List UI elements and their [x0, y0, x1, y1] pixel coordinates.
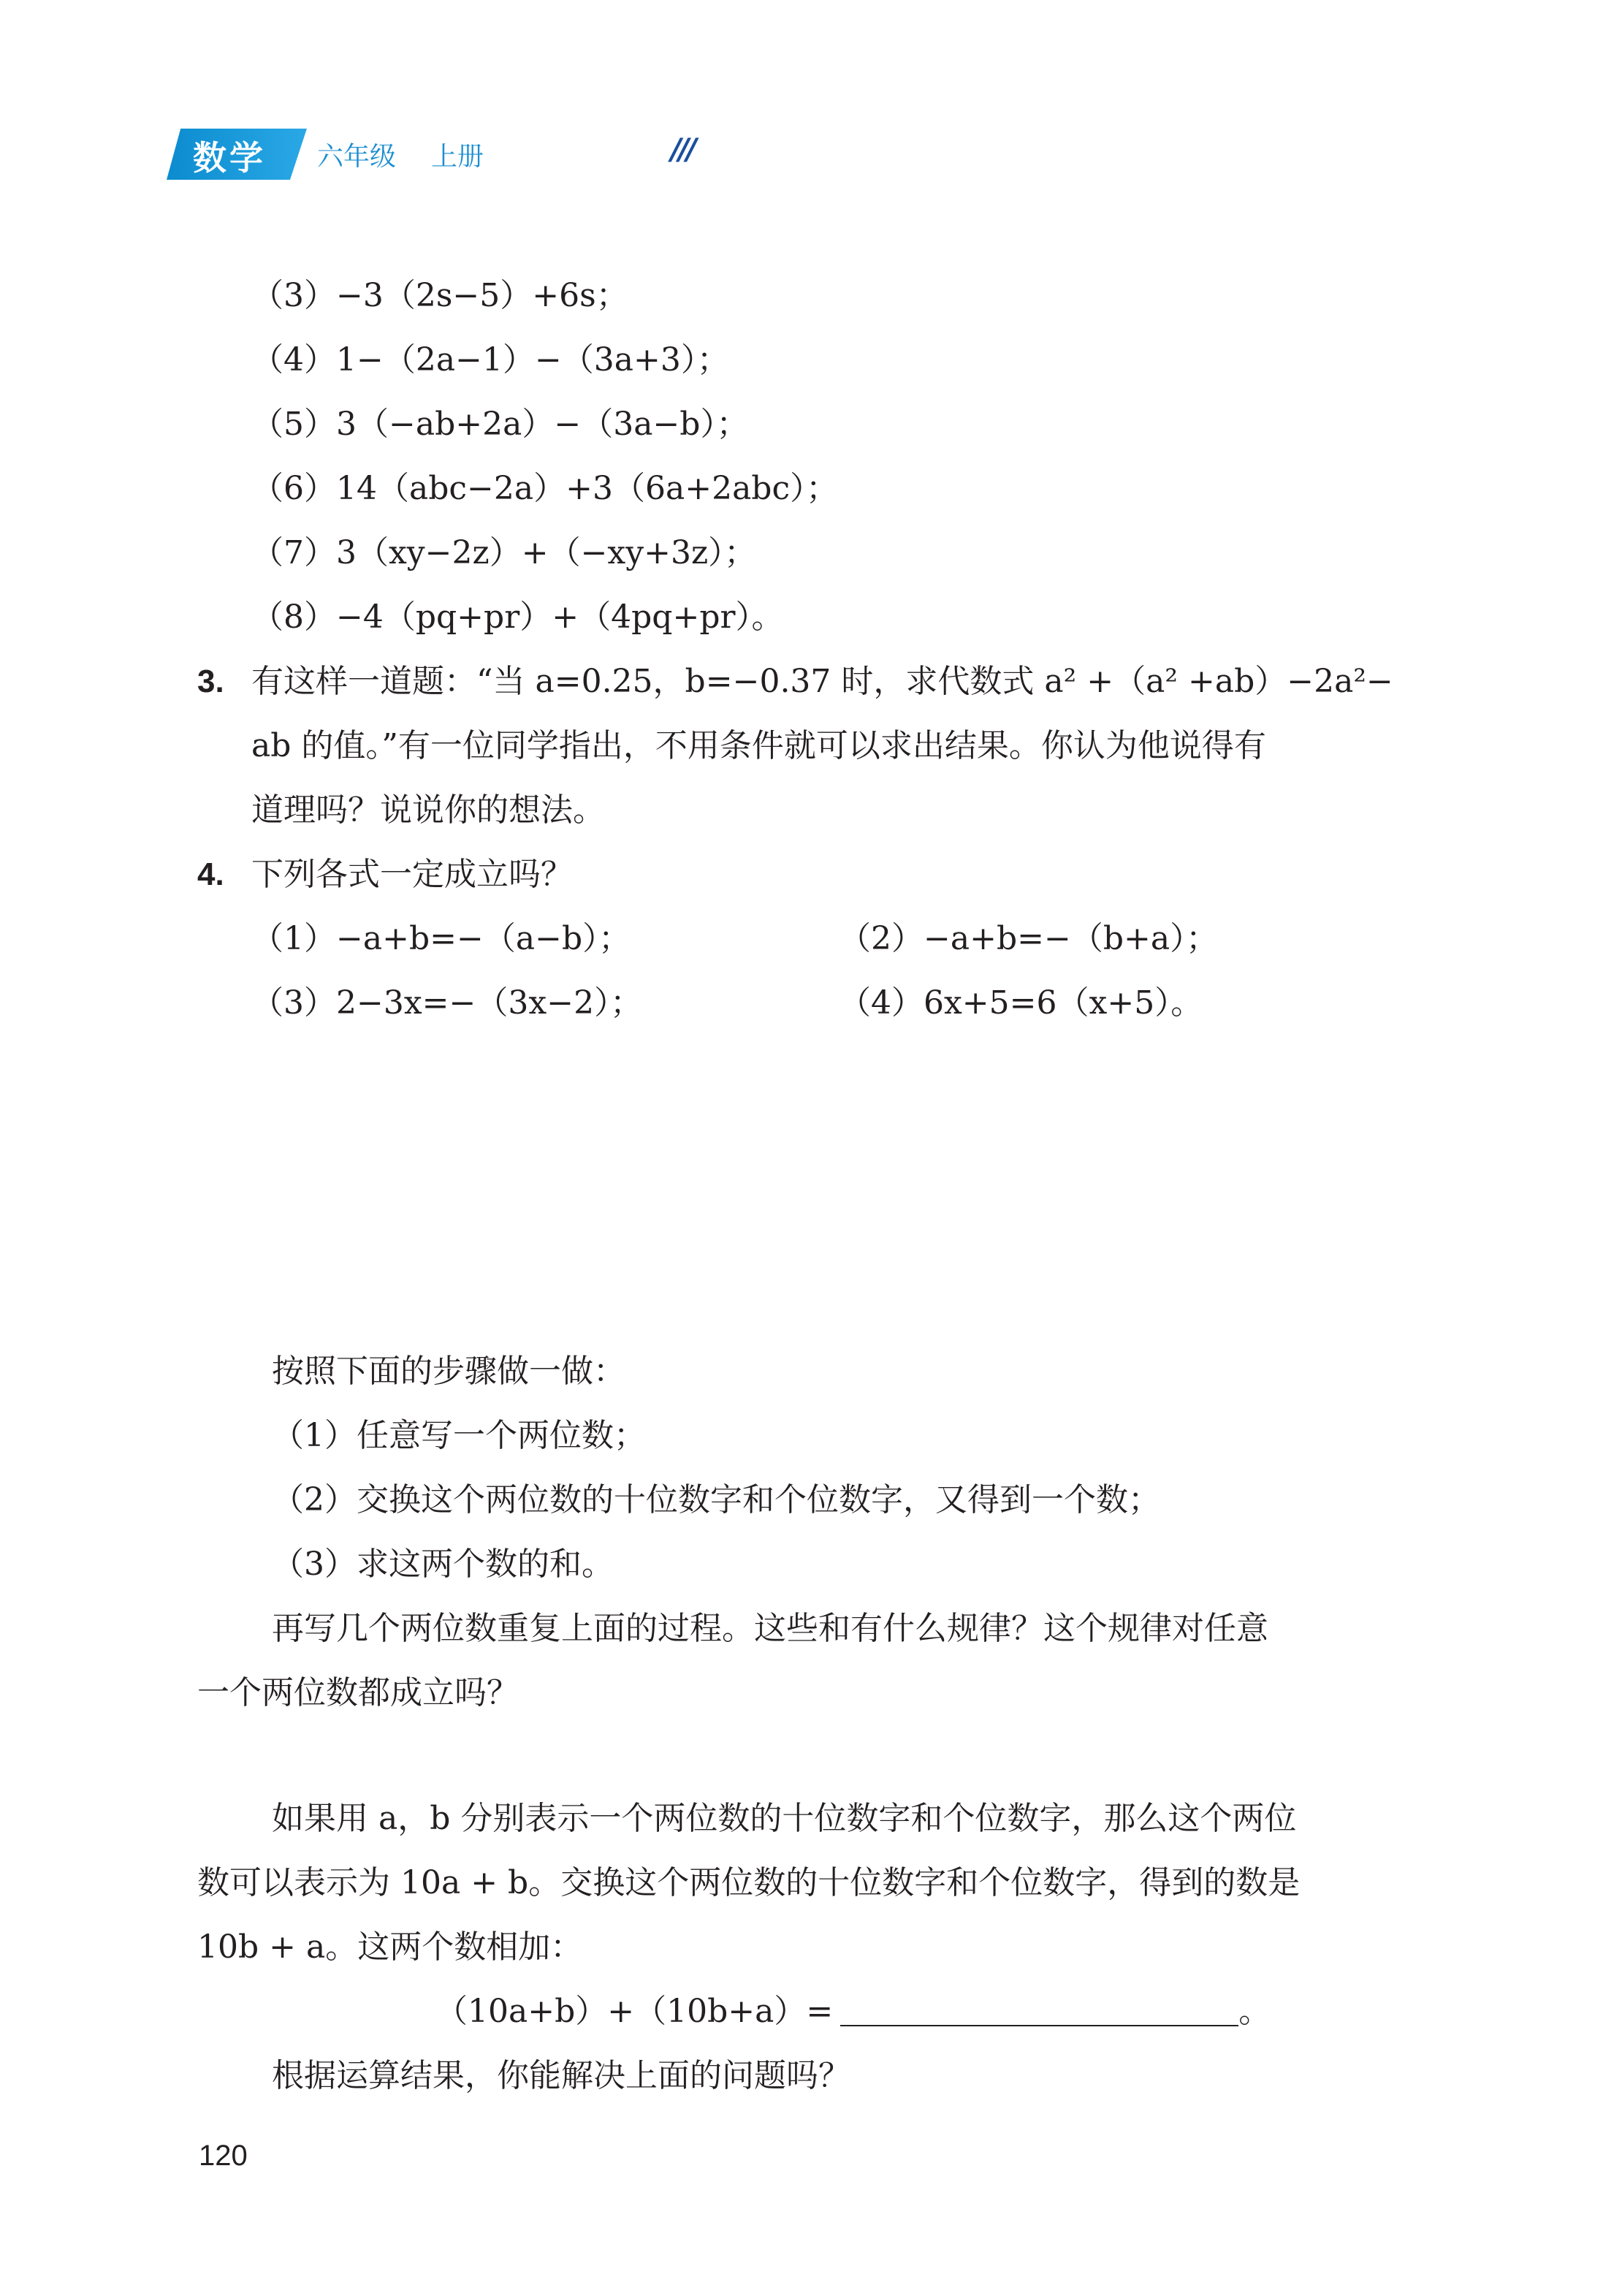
exercise2-item-7: （7）3（xy−2z）+（−xy+3z）；: [251, 534, 757, 571]
exercise3-line-3: 道理吗？说说你的想法。: [251, 791, 605, 829]
answer-blank[interactable]: [840, 1993, 1238, 2026]
slash-decoration-icon: ///: [671, 133, 694, 167]
page-number: 120: [199, 2140, 248, 2172]
explanation-line-3: 10b + a。这两个数相加：: [197, 1928, 583, 1966]
activity-step-1: （1）任意写一个两位数；: [272, 1417, 646, 1454]
exercise3-line-1: 有这样一道题：“当 a=0.25，b=−0.37 时，求代数式 a² +（a² +ab）−2a²−: [251, 663, 1393, 700]
sum-equation-end: 。: [1238, 1993, 1271, 2030]
exercise4-number: 4.: [197, 856, 224, 892]
activity-step-2: （2）交换这个两位数的十位数字和个位数字，又得到一个数；: [272, 1481, 1160, 1518]
exercise2-item-6: （6）14（abc−2a）+3（6a+2abc）；: [251, 470, 839, 507]
exercise4-prompt: 下列各式一定成立吗？: [251, 856, 573, 893]
explanation-line-1: 如果用 a，b 分别表示一个两位数的十位数字和个位数字，那么这个两位: [272, 1800, 1297, 1837]
exercise3-line-2: ab 的值。”有一位同学指出，不用条件就可以求出结果。你认为他说得有: [251, 727, 1266, 764]
closing-question: 根据运算结果，你能解决上面的问题吗？: [272, 2057, 850, 2094]
exercise4-item-2: （2）−a+b=−（b+a）；: [839, 920, 1219, 957]
exercise2-item-8: （8）−4（pq+pr）+（4pq+pr）。: [251, 598, 784, 636]
explanation-line-2: 数可以表示为 10a + b。交换这个两位数的十位数字和个位数字，得到的数是: [197, 1864, 1301, 1901]
activity-question-line-2: 一个两位数都成立吗？: [197, 1674, 519, 1711]
exercise3-number: 3.: [197, 664, 224, 699]
activity-intro: 按照下面的步骤做一做：: [272, 1353, 625, 1390]
exercise2-item-4: （4）1−（2a−1）−（3a+3）；: [251, 341, 729, 379]
sum-equation: [435, 1990, 1271, 2034]
grade-label: 六年级: [317, 142, 397, 172]
activity-step-3: （3）求这两个数的和。: [272, 1546, 614, 1583]
volume-label: 上册: [431, 142, 484, 172]
exercise2-item-5: （5）3（−ab+2a）−（3a−b）；: [251, 406, 749, 443]
subject-title: 数学: [193, 138, 266, 178]
activity-question-line-1: 再写几个两位数重复上面的过程。这些和有什么规律？这个规律对任意: [272, 1610, 1268, 1647]
exercise2-item-3: （3）−3（2s−5）+6s；: [251, 277, 628, 314]
exercise4-item-4: （4）6x+5=6（x+5）。: [839, 984, 1203, 1022]
page-header: [167, 126, 751, 184]
exercise4-item-1: （1）−a+b=−（a−b）；: [251, 920, 631, 957]
exercise4-item-3: （3）2−3x=−（3x−2）；: [251, 984, 643, 1022]
sum-equation-expression: （10a+b）+（10b+a）=: [435, 1993, 834, 2030]
